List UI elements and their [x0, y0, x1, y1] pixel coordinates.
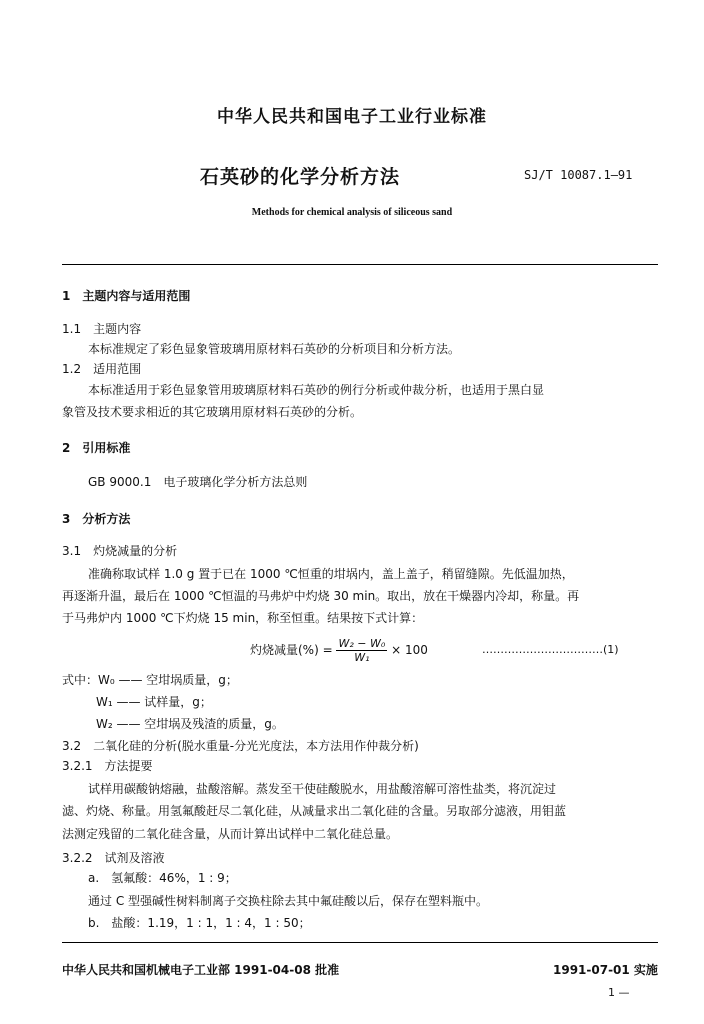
section-2-paragraph: GB 9000.1 电子玻璃化学分析方法总则	[88, 475, 308, 489]
issuing-standard-header: 中华人民共和国电子工业行业标准	[217, 107, 487, 127]
section-1-1-heading: 1.1 主题内容	[62, 322, 142, 336]
formula-fraction	[336, 637, 387, 664]
section-3-2-1-paragraph-line: 试样用碳酸钠熔融，盐酸溶解。蒸发至干使硅酸脱水，用盐酸溶解可溶性盐类，将沉淀过	[88, 782, 557, 796]
page-number: 1 —	[608, 986, 630, 999]
section-3-1-heading: 3.1 灼烧减量的分析	[62, 544, 178, 558]
section-1-2-heading: 1.2 适用范围	[62, 362, 142, 376]
section-1-1-paragraph: 本标准规定了彩色显象管玻璃用原材料石英砂的分析项目和分析方法。	[88, 342, 461, 356]
variable-definition: W₁ —— 试样量，g；	[96, 695, 212, 709]
reagent-item-a-note: 通过 C 型强碱性树料制离子交换柱除去其中氟硅酸以后，保存在塑料瓶中。	[88, 894, 489, 908]
formula-numerator: W₂ − W₀	[338, 637, 386, 650]
reagent-item-a: a. 氢氟酸：46%，1 : 9；	[88, 871, 237, 885]
formula-denominator: W₁	[354, 651, 370, 664]
section-1-2-paragraph-line: 象管及技术要求相近的其它玻璃用原材料石英砂的分析。	[62, 405, 363, 419]
english-title: Methods for chemical analysis of siliceous sand	[251, 207, 453, 218]
formula-multiplier: × 100	[391, 643, 428, 657]
section-2-heading: 2 引用标准	[62, 441, 131, 455]
section-3-1-paragraph-line: 于马弗炉内 1000 ℃下灼烧 15 min，称至恒重。结果按下式计算：	[62, 611, 424, 625]
formula-lhs: 灼烧减量(%) =	[250, 643, 333, 657]
section-3-heading: 3 分析方法	[62, 512, 131, 526]
variable-definition: W₂ —— 空坩埚及残渣的质量，g。	[96, 717, 284, 731]
section-1-2-paragraph-line: 本标准适用于彩色显象管用玻璃原材料石英砂的例行分析或仲裁分析，也适用于黑白显	[88, 383, 545, 397]
section-3-2-1-heading: 3.2.1 方法提要	[62, 759, 153, 773]
standard-number: SJ/T 10087.1—91	[524, 168, 633, 182]
approval-date: 中华人民共和国机械电子工业部 1991-04-08 批准	[62, 963, 340, 977]
section-3-2-2-heading: 3.2.2 试剂及溶液	[62, 851, 165, 865]
section-3-2-1-paragraph-line: 法测定残留的二氧化硅含量，从而计算出试样中二氧化硅总量。	[62, 827, 399, 841]
section-3-2-heading: 3.2 二氧化硅的分析(脱水重量-分光光度法，本方法用作仲裁分析)	[62, 739, 419, 753]
formula-number: ……………………………(1)	[482, 643, 619, 656]
formula-loss-on-ignition	[250, 636, 428, 664]
footer-divider	[62, 942, 658, 943]
reagent-item-b: b. 盐酸：1.19，1 : 1，1 : 4，1 : 50；	[88, 916, 311, 930]
section-3-1-paragraph-line: 再逐渐升温，最后在 1000 ℃恒温的马弗炉中灼烧 30 min。取出，放在干燥器内冷却，称量。再	[62, 589, 580, 603]
variable-definition: 式中：W₀ —— 空坩埚质量，g；	[62, 673, 238, 687]
section-3-2-1-paragraph-line: 滤、灼烧、称量。用氢氟酸赶尽二氧化硅，从减量求出二氧化硅的含量。另取部分滤液，用钼蓝	[62, 804, 567, 818]
document-title: 石英砂的化学分析方法	[200, 166, 401, 188]
header-divider	[62, 264, 658, 265]
implementation-date: 1991-07-01 实施	[553, 963, 658, 977]
section-1-heading: 1 主题内容与适用范围	[62, 289, 191, 303]
section-3-1-paragraph-line: 准确称取试样 1.0 g 置于已在 1000 ℃恒重的坩埚内，盖上盖子，稍留缝隙。先低温加热，	[88, 567, 574, 581]
